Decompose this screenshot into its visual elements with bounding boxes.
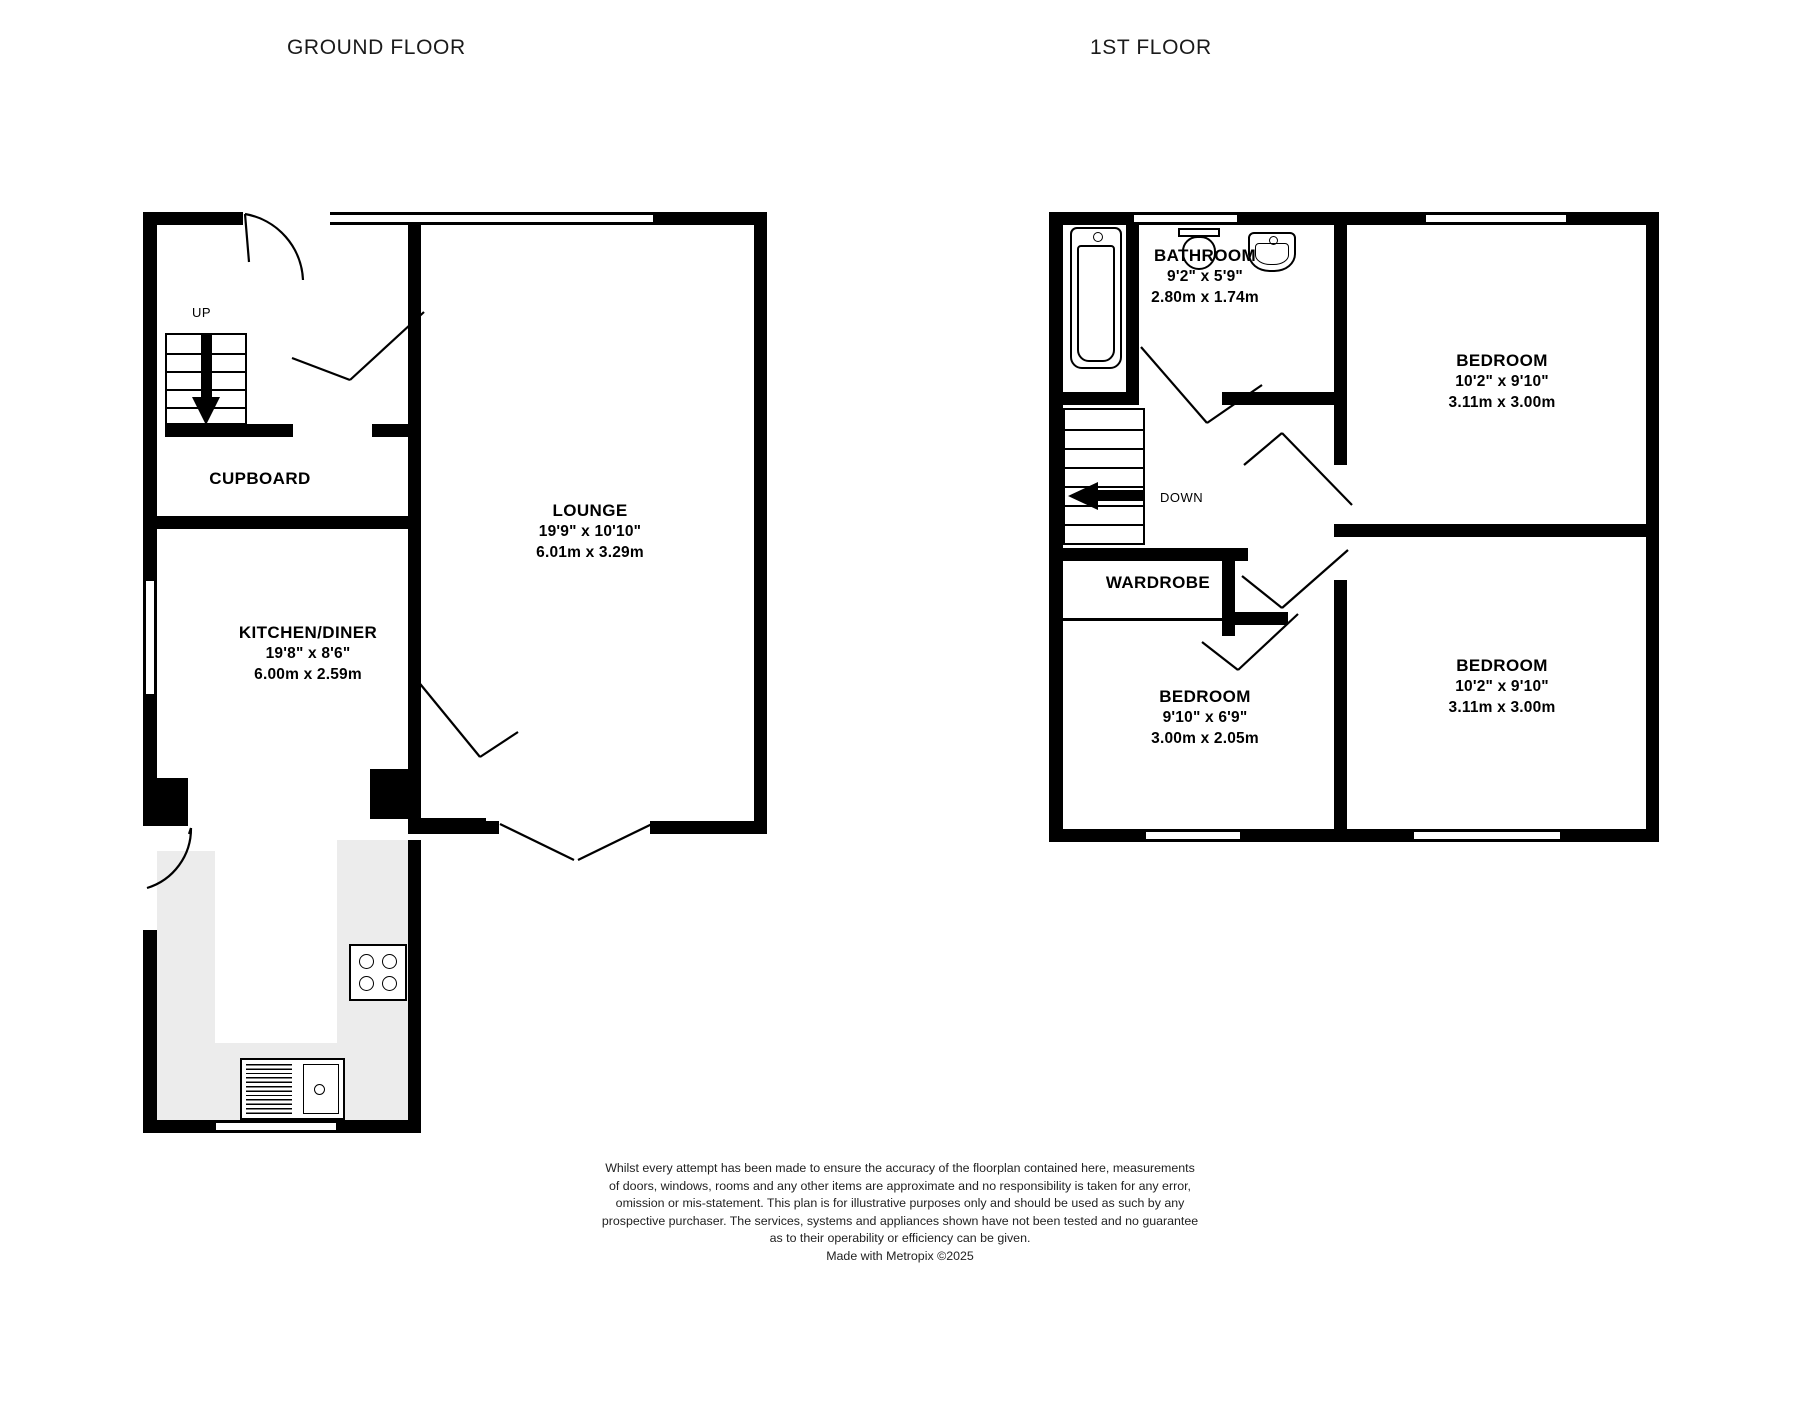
- disclaimer-line-4: prospective purchaser. The services, systems and appliances shown have not been tested and no guarantee: [601, 1213, 1199, 1228]
- room-kitchen-diner-imperial: 19'8" x 8'6": [265, 645, 351, 663]
- room-lounge-imperial: 19'9" x 10'10": [538, 523, 642, 541]
- room-bathroom-metric: 2.80m x 1.74m: [1151, 288, 1259, 306]
- ff-window-bedroom2-bottom: [1414, 829, 1566, 842]
- disclaimer-line-3: omission or mis-statement. This plan is for illustrative purposes only and should be used as such by any: [615, 1196, 1185, 1211]
- room-bedroom-2-name: BEDROOM: [1456, 656, 1548, 675]
- ff-wall-bathroom-bottom: [1063, 392, 1139, 405]
- gf-wall-left-mid: [143, 694, 157, 783]
- gf-wall-lounge-right: [754, 212, 767, 834]
- ff-window-bedroom1-top: [1420, 212, 1572, 225]
- ff-wall-top-span: [1340, 212, 1426, 225]
- room-kitchen-diner: [138, 622, 478, 685]
- gf-wall-top-left: [143, 212, 243, 225]
- room-kitchen-diner-name: KITCHEN/DINER: [238, 623, 378, 642]
- room-bedroom-3-imperial: 9'10" x 6'9": [1162, 709, 1248, 727]
- room-cupboard-name: CUPBOARD: [209, 469, 311, 488]
- ff-wall-bedroom1-left: [1334, 225, 1347, 405]
- gf-wall-left-nib: [143, 778, 188, 826]
- gf-wall-stair-base: [165, 424, 293, 437]
- gf-wall-lounge-bottom-right: [650, 821, 767, 834]
- gf-wall-hall-right-lower: [408, 424, 421, 522]
- gf-window-lounge-top: [330, 212, 667, 225]
- room-wardrobe: [1060, 572, 1256, 594]
- sink-icon: [240, 1058, 345, 1120]
- room-kitchen-diner-metric: 6.00m x 2.59m: [254, 665, 362, 683]
- room-bedroom-1-metric: 3.11m x 3.00m: [1448, 393, 1556, 411]
- disclaimer-line-1: Whilst every attempt has been made to ensure the accuracy of the floorplan contained here, measurements: [605, 1161, 1195, 1175]
- room-bedroom-1: [1372, 350, 1632, 413]
- room-bedroom-3: [1090, 686, 1320, 749]
- gf-wall-top-right: [653, 212, 767, 225]
- room-bedroom-2-metric: 3.11m x 3.00m: [1448, 698, 1556, 716]
- disclaimer-line-5: as to their operability or efficiency can be given.: [769, 1231, 1031, 1246]
- room-bedroom-1-name: BEDROOM: [1456, 351, 1548, 370]
- room-lounge: [430, 500, 750, 563]
- ff-window-bedroom3-bottom: [1146, 829, 1246, 842]
- ff-wall-bedroom1-bottom: [1334, 524, 1659, 537]
- ff-staircase: [1063, 408, 1145, 545]
- room-lounge-name: LOUNGE: [552, 501, 628, 520]
- disclaimer-line-2: of doors, windows, rooms and any other items are approximate and no responsibility is taken for any error,: [609, 1178, 1191, 1193]
- first-floor-title: 1ST FLOOR: [1090, 36, 1212, 59]
- room-bedroom-2: [1372, 655, 1632, 718]
- ff-wall-bottom-right: [1560, 829, 1659, 842]
- room-bathroom-name: BATHROOM: [1153, 246, 1257, 265]
- gf-door-kitchen-lounge: [410, 672, 520, 787]
- gf-wall-kitchen-rear-nib: [408, 818, 486, 834]
- ff-wall-bottom-mid: [1240, 829, 1420, 842]
- room-bedroom-3-name: BEDROOM: [1159, 687, 1251, 706]
- room-bedroom-3-metric: 3.00m x 2.05m: [1151, 729, 1259, 747]
- gf-door-hall-lounge: [290, 310, 426, 410]
- gf-stair-label-up: UP: [192, 305, 212, 320]
- ff-wall-wardrobe-top: [1063, 548, 1248, 561]
- ff-stair-direction-arrow: [1068, 480, 1146, 512]
- gf-wall-left-upper: [143, 212, 157, 581]
- gf-wall-bottom-rear: [143, 1120, 216, 1133]
- gf-patio-doors: [500, 822, 652, 864]
- room-cupboard: [170, 468, 350, 490]
- room-bathroom-imperial: 9'2" x 5'9": [1167, 268, 1243, 286]
- gf-stair-direction-arrow: [190, 333, 222, 425]
- room-bathroom: [1090, 245, 1320, 308]
- gf-front-door: [243, 212, 343, 284]
- ff-wall-top-mid: [1237, 212, 1340, 225]
- ff-door-bedroom1: [1242, 405, 1354, 509]
- gf-back-door: [143, 826, 219, 902]
- gf-wall-cupboard-side: [372, 424, 421, 437]
- credit-line: Made with Metropix ©2025: [826, 1249, 974, 1264]
- ff-wall-left: [1049, 212, 1063, 842]
- disclaimer: [0, 1160, 1800, 1266]
- ff-wall-bottom-left: [1049, 829, 1152, 842]
- room-bedroom-2-imperial: 10'2" x 9'10": [1455, 678, 1549, 696]
- room-bedroom-1-imperial: 10'2" x 9'10": [1455, 373, 1549, 391]
- hob-icon: [349, 944, 407, 1001]
- room-wardrobe-name: WARDROBE: [1105, 573, 1211, 592]
- room-lounge-metric: 6.01m x 3.29m: [536, 543, 644, 561]
- gf-wall-left-lower: [143, 930, 157, 1133]
- ff-window-bathroom-top: [1134, 212, 1240, 225]
- gf-window-kitchen-rear: [216, 1120, 336, 1133]
- gf-wall-cupboard-bottom: [157, 516, 421, 529]
- gf-wall-right-rear: [408, 840, 421, 1133]
- ground-floor-title: GROUND FLOOR: [287, 36, 466, 59]
- ff-stair-label-down: DOWN: [1160, 490, 1204, 505]
